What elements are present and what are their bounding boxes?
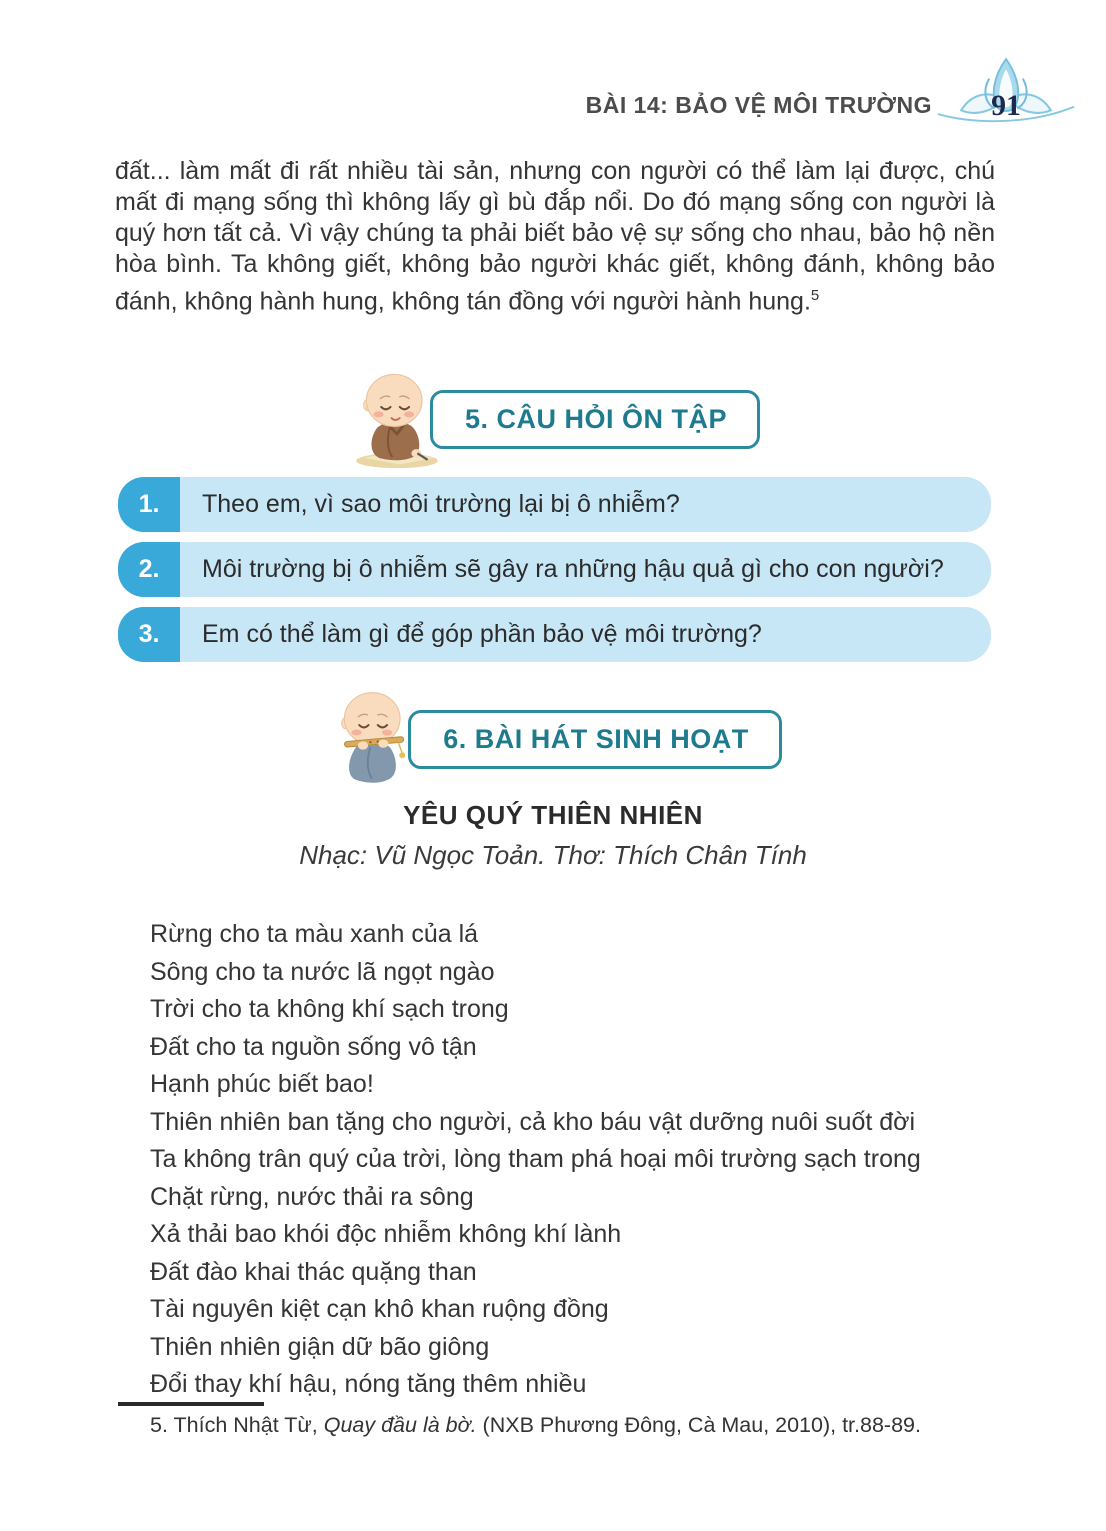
lyric-line: Chặt rừng, nước thải ra sông: [150, 1182, 474, 1211]
footnote-work-title: Quay đầu là bờ.: [323, 1413, 477, 1437]
question-row-2: [118, 542, 991, 597]
section-review-banner: [0, 368, 1106, 470]
song-credit: Nhạc: Vũ Ngọc Toản. Thơ: Thích Chân Tính: [299, 840, 807, 870]
section-song-banner: [0, 688, 1106, 790]
question-text: Theo em, vì sao môi trường lại bị ô nhiễm?: [202, 490, 680, 518]
section-song-box: [408, 710, 782, 769]
lyric-line: Đổi thay khí hậu, nóng tăng thêm nhiều: [150, 1370, 587, 1398]
section-song-label: 6. BÀI HÁT SINH HOẠT: [443, 723, 749, 754]
lyric-line: Tài nguyên kiệt cạn khô khan ruộng đồng: [150, 1295, 609, 1323]
lyric-line: Xả thải bao khói độc nhiễm không khí lành: [150, 1220, 622, 1248]
lotus-page-number-icon: [936, 52, 1076, 136]
footnote-prefix: 5. Thích Nhật Từ,: [150, 1413, 324, 1437]
page-number: 91: [991, 89, 1021, 122]
monk-writing-icon: [346, 368, 448, 470]
lyric-line: Đất đào khai thác quặng than: [150, 1257, 477, 1286]
question-number: 2.: [118, 542, 180, 597]
lyric-line: Thiên nhiên ban tặng cho người, cả kho báu vật dưỡng nuôi suốt đời: [150, 1107, 916, 1136]
question-list: [118, 477, 991, 672]
footnote-suffix: (NXB Phương Đông, Cà Mau, 2010), tr.88-89.: [476, 1413, 921, 1437]
section-review-label: 5. CÂU HỎI ÔN TẬP: [464, 403, 728, 434]
section-review-box: [430, 390, 760, 449]
question-row-3: [118, 607, 991, 662]
footnote-reference: 5: [810, 287, 820, 304]
footnote-divider: [118, 1402, 264, 1406]
song-lyrics: [150, 916, 1030, 1404]
chapter-title: BÀI 14: BẢO VỆ MÔI TRƯỜNG: [585, 91, 932, 118]
footnote: [150, 1413, 990, 1438]
question-number: 3.: [118, 607, 180, 662]
question-row-1: [118, 477, 991, 532]
body-paragraph: [115, 156, 995, 317]
lyric-line: Thiên nhiên giận dữ bão giông: [150, 1332, 490, 1361]
page-header: [586, 52, 1076, 136]
question-text: Môi trường bị ô nhiễm sẽ gây ra những hậu quả gì cho con người?: [202, 555, 944, 583]
lyric-line: Hạnh phúc biết bao!: [150, 1070, 374, 1098]
question-text: Em có thể làm gì để góp phần bảo vệ môi trường?: [202, 620, 762, 648]
lyric-line: Trời cho ta không khí sạch trong: [150, 995, 509, 1023]
song-title: YÊU QUÝ THIÊN NHIÊN: [403, 800, 703, 830]
lyric-line: Đất cho ta nguồn sống vô tận: [150, 1032, 477, 1061]
monk-flute-icon: [324, 688, 426, 790]
lyric-line: Rừng cho ta màu xanh của lá: [150, 920, 479, 948]
body-paragraph-text: đất... làm mất đi rất nhiều tài sản, nhưng con người có thể làm lại được, chú mất đi mạng sống thì không lấy gì bù đắp nổi. Do đó mạng sống con người là quý hơn tất cả. Vì vậy chúng ta phải biết bảo vệ sự sống cho nhau, bảo hộ nền hòa bình. Ta không giết, không bảo người khác giết, không đánh, không bảo đánh, không hành hung, không tán đồng với người hành hung.: [115, 157, 995, 316]
lyric-line: Sông cho ta nước lã ngọt ngào: [150, 957, 495, 986]
question-number: 1.: [118, 477, 180, 532]
lyric-line: Ta không trân quý của trời, lòng tham phá hoại môi trường sạch trong: [150, 1145, 921, 1173]
